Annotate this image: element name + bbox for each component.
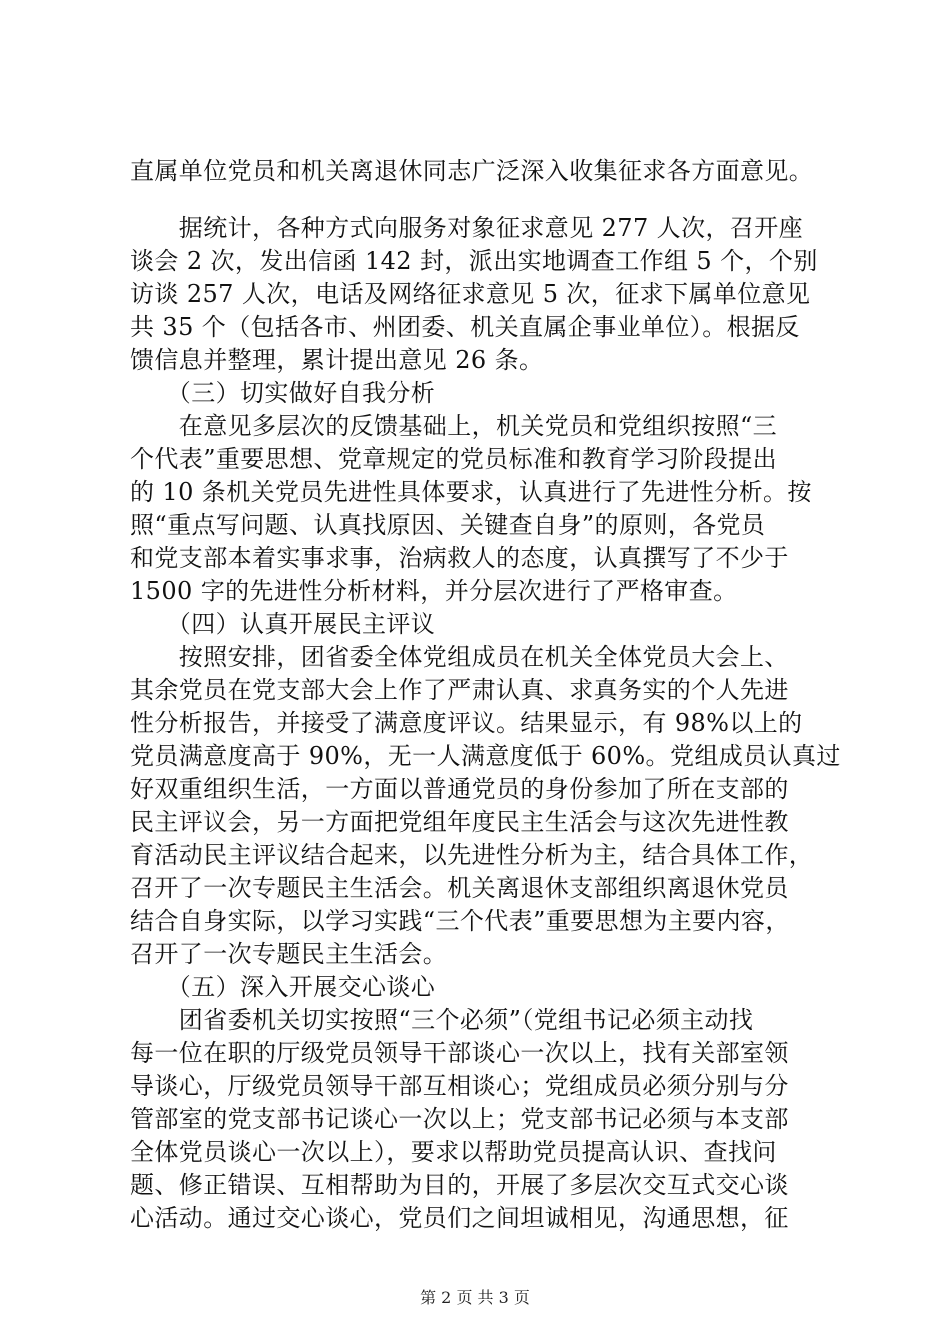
text-line: 每一位在职的厅级党员领导干部谈心一次以上，找有关部室领 — [130, 1039, 789, 1067]
text-line: 召开了一次专题民主生活会。机关离退休支部组织离退休党员 — [130, 874, 789, 902]
text-line: 和党支部本着实事求事，治病救人的态度，认真撰写了不少于 — [130, 544, 789, 572]
text-line: 民主评议会，另一方面把党组年度民主生活会与这次先进性教 — [130, 808, 789, 836]
text-line: 的 10 条机关党员先进性具体要求，认真进行了先进性分析。按 — [130, 478, 812, 506]
text-line: 在意见多层次的反馈基础上，机关党员和党组织按照“三 — [130, 412, 778, 440]
text-line: 性分析报告，并接受了满意度评议。结果显示，有 98%以上的 — [130, 709, 803, 737]
section-heading: （三）切实做好自我分析 — [130, 379, 436, 407]
text-line: 照“重点写问题、认真找原因、关键查自身”的原则，各党员 — [130, 511, 766, 539]
text-line: 导谈心，厅级党员领导干部互相谈心；党组成员必须分别与分 — [130, 1072, 789, 1100]
text-line: 谈会 2 次，发出信函 142 封，派出实地调查工作组 5 个，个别 — [130, 247, 818, 275]
text-line: 个代表”重要思想、党章规定的党员标准和教育学习阶段提出 — [130, 445, 778, 473]
text-line: 管部室的党支部书记谈心一次以上；党支部书记必须与本支部 — [130, 1105, 789, 1133]
section-heading: （五）深入开展交心谈心 — [130, 973, 436, 1001]
page-number: 第 2 页 共 3 页 — [420, 1288, 530, 1307]
document-body — [130, 155, 841, 1235]
text-line: 馈信息并整理，累计提出意见 26 条。 — [130, 346, 544, 374]
text-line: 按照安排，团省委全体党组成员在机关全体党员大会上、 — [130, 643, 789, 671]
text-line: 育活动民主评议结合起来，以先进性分析为主，结合具体工作， — [130, 841, 814, 869]
text-line: 好双重组织生活，一方面以普通党员的身份参加了所在支部的 — [130, 775, 789, 803]
text-line: 召开了一次专题民主生活会。 — [130, 940, 448, 968]
text-line: 其余党员在党支部大会上作了严肃认真、求真务实的个人先进 — [130, 676, 789, 704]
text-line: 全体党员谈心一次以上），要求以帮助党员提高认识、查找问 — [130, 1138, 777, 1166]
paragraph-gap — [130, 188, 830, 212]
text-line: 结合自身实际，以学习实践“三个代表”重要思想为主要内容， — [130, 907, 790, 935]
page-footer — [0, 1287, 950, 1309]
text-line: 题、修正错误、互相帮助为目的，开展了多层次交互式交心谈 — [130, 1171, 789, 1199]
text-line: 直属单位党员和机关离退休同志广泛深入收集征求各方面意见。 — [130, 157, 814, 185]
text-line: 团省委机关切实按照“三个必须”（党组书记必须主动找 — [130, 1006, 754, 1034]
text-line: 党员满意度高于 90%，无一人满意度低于 60%。党组成员认真过 — [130, 742, 841, 770]
text-line: 访谈 257 人次，电话及网络征求意见 5 次，征求下属单位意见 — [130, 280, 811, 308]
text-line: 心活动。通过交心谈心，党员们之间坦诚相见，沟通思想，征 — [130, 1204, 789, 1232]
text-line: 共 35 个（包括各市、州团委、机关直属企事业单位）。根据反 — [130, 313, 800, 341]
text-line: 1500 字的先进性分析材料，并分层次进行了严格审查。 — [130, 577, 738, 605]
text-line: 据统计，各种方式向服务对象征求意见 277 人次，召开座 — [130, 214, 804, 242]
section-heading: （四）认真开展民主评议 — [130, 610, 436, 638]
